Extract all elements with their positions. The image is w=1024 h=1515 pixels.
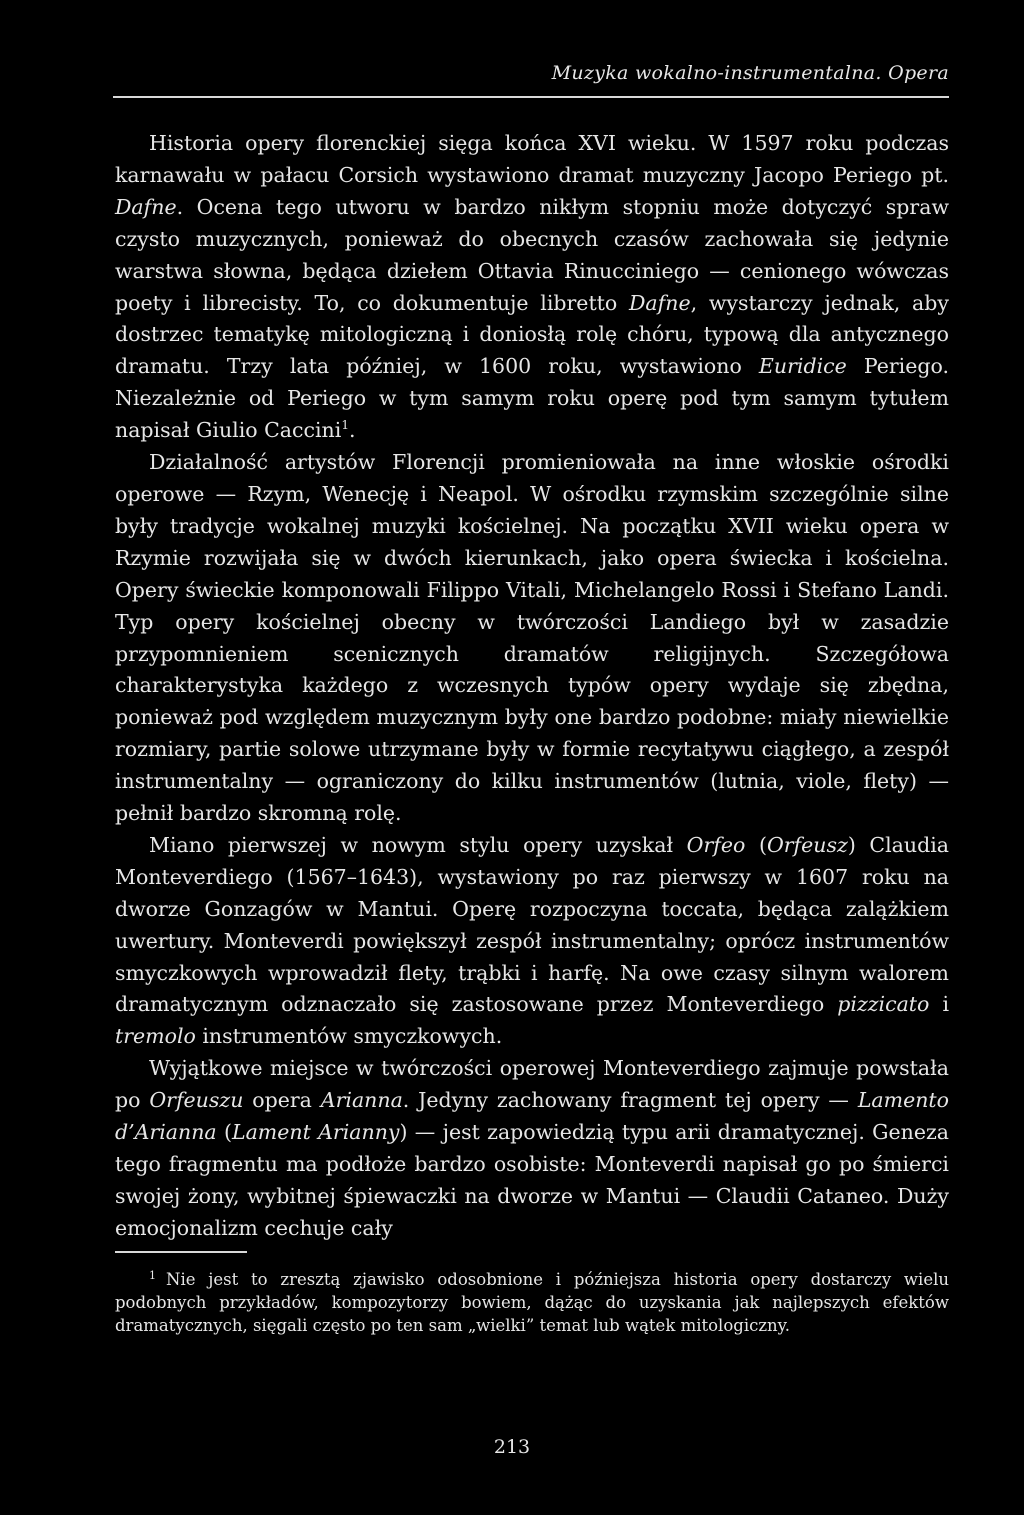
paragraph [115,447,949,830]
text-run: Działalność artystów Florencji promieniowała na inne włoskie ośrodki operowe — Rzym, Wenecję i Neapol. W ośrodku rzymskim szczególnie silne były tradycje wokalnej muzyki kościelnej. Na początku XVII wieku opera w Rzymie rozwijała się w dwóch kierunkach, jako opera świecka i kościelna. Opery świeckie komponowali Filippo Vitali, Michelangelo Rossi i Stefano Landi. Typ opery kościelnej obecny w twórczości Landiego był w zasadzie przypomnieniem scenicznych dramatów religijnych. Szczegółowa charakterystyka każdego z wczesnych typów opery wydaje się zbędna, ponieważ pod względem muzycznym były one bardzo podobne: miały niewielkie rozmiary, partie solowe utrzymane były w formie recytatywu ciągłego, a zespół instrumentalny — ograniczony do kilku instrumentów (lutnia, viole, flety) — pełnił bardzo skromną rolę. [115,450,949,826]
footnote-text: Nie jest to zresztą zjawisko odosobnione i późniejsza historia opery dostarczy wielu podobnych przykładów, kompozytorzy bowiem, dążąc do uzyskania jak najlepszych efektów dramatycznych, sięgali często po ten sam „wielki” temat lub wątek mitologiczny. [115,1270,949,1335]
italic-run: Euridice [758,354,847,379]
text-run: i [929,992,949,1017]
italic-run: Orfeuszu [149,1088,244,1113]
paragraph [115,830,949,1053]
text-run: ) Claudia Monteverdiego (1567–1643), wystawiony po raz pierwszy w 1607 roku na dworze Gonzagów w Mantui. Operę rozpoczyna toccata, będąca zalążkiem uwertury. Monteverdi powiększył zespół instrumentalny; oprócz instrumentów smyczkowych wprowadził flety, trąbki i harfę. Na owe czasy silnym walorem dramatycznym odznaczało się zastosowane przez Monteverdiego [115,832,949,1017]
italic-run: Orfeusz [766,832,848,857]
italic-run: Dafne [115,194,177,219]
paragraph [115,1053,949,1244]
text-run: Wyjątkowe miejsce w twórczości operowej Monteverdiego zajmuje powstała po [115,1056,949,1113]
running-header: Muzyka wokalno-instrumentalna. Opera [551,62,949,84]
footnote-ref: 1 [341,418,349,433]
text-run: , wystarczy jednak, aby dostrzec tematykę mitologiczną i doniosłą rolę chóru, typową dla antycznego dramatu. Trzy lata później, w 1600 roku, wystawiono [115,290,949,379]
text-run: ) — jest zapowiedzią typu arii dramatycznej. Geneza tego fragmentu ma podłoże bardzo osobiste: Monteverdi napisał go po śmierci swojej żony, wybitnej śpiewaczki na dworze w Mantui — Claudii Cataneo. Duży emocjonalizm cechuje cały [115,1120,950,1240]
text-run: opera [243,1088,321,1113]
italic-run: Orfeo [686,832,746,857]
footnote-divider [115,1251,247,1253]
italic-run: pizzicato [837,992,930,1017]
text-run: ( [745,832,767,857]
italic-run: Dafne [629,290,691,315]
italic-run: Lamento d’Arianna [115,1088,950,1145]
header-divider [113,96,949,98]
footnote [115,1268,949,1337]
page-number: 213 [493,1436,531,1458]
italic-run: Arianna [320,1088,403,1113]
text-run: . Ocena tego utworu w bardzo nikłym stopniu może dotyczyć spraw czysto muzycznych, ponieważ do obecnych czasów zachowała się jedynie warstwa słowna, będąca dziełem Ottavia Rinucciniego — cenionego wówczas poety i librecisty. To, co dokumentuje libretto [115,194,949,315]
main-text [115,128,949,1245]
text-run: instrumentów smyczkowych. [195,1024,503,1049]
text-run: ( [216,1120,232,1145]
text-run: Historia opery florenckiej sięga końca XVI wieku. W 1597 roku podczas karnawału w pałacu Corsich wystawiono dramat muzyczny Jacopo Periego pt. [115,131,949,187]
footnote-marker: 1 [149,1268,156,1282]
paragraph [115,128,949,447]
italic-run: Lament Arianny [231,1120,400,1145]
italic-run: tremolo [115,1024,196,1049]
text-run: . [348,418,356,443]
text-run: Miano pierwszej w nowym stylu opery uzyskał [149,832,687,857]
text-run: Periego. Niezależnie od Periego w tym samym roku operę pod tym samym tytułem napisał Giulio Caccini [115,354,949,443]
text-run: . Jedyny zachowany fragment tej opery — [402,1088,858,1113]
